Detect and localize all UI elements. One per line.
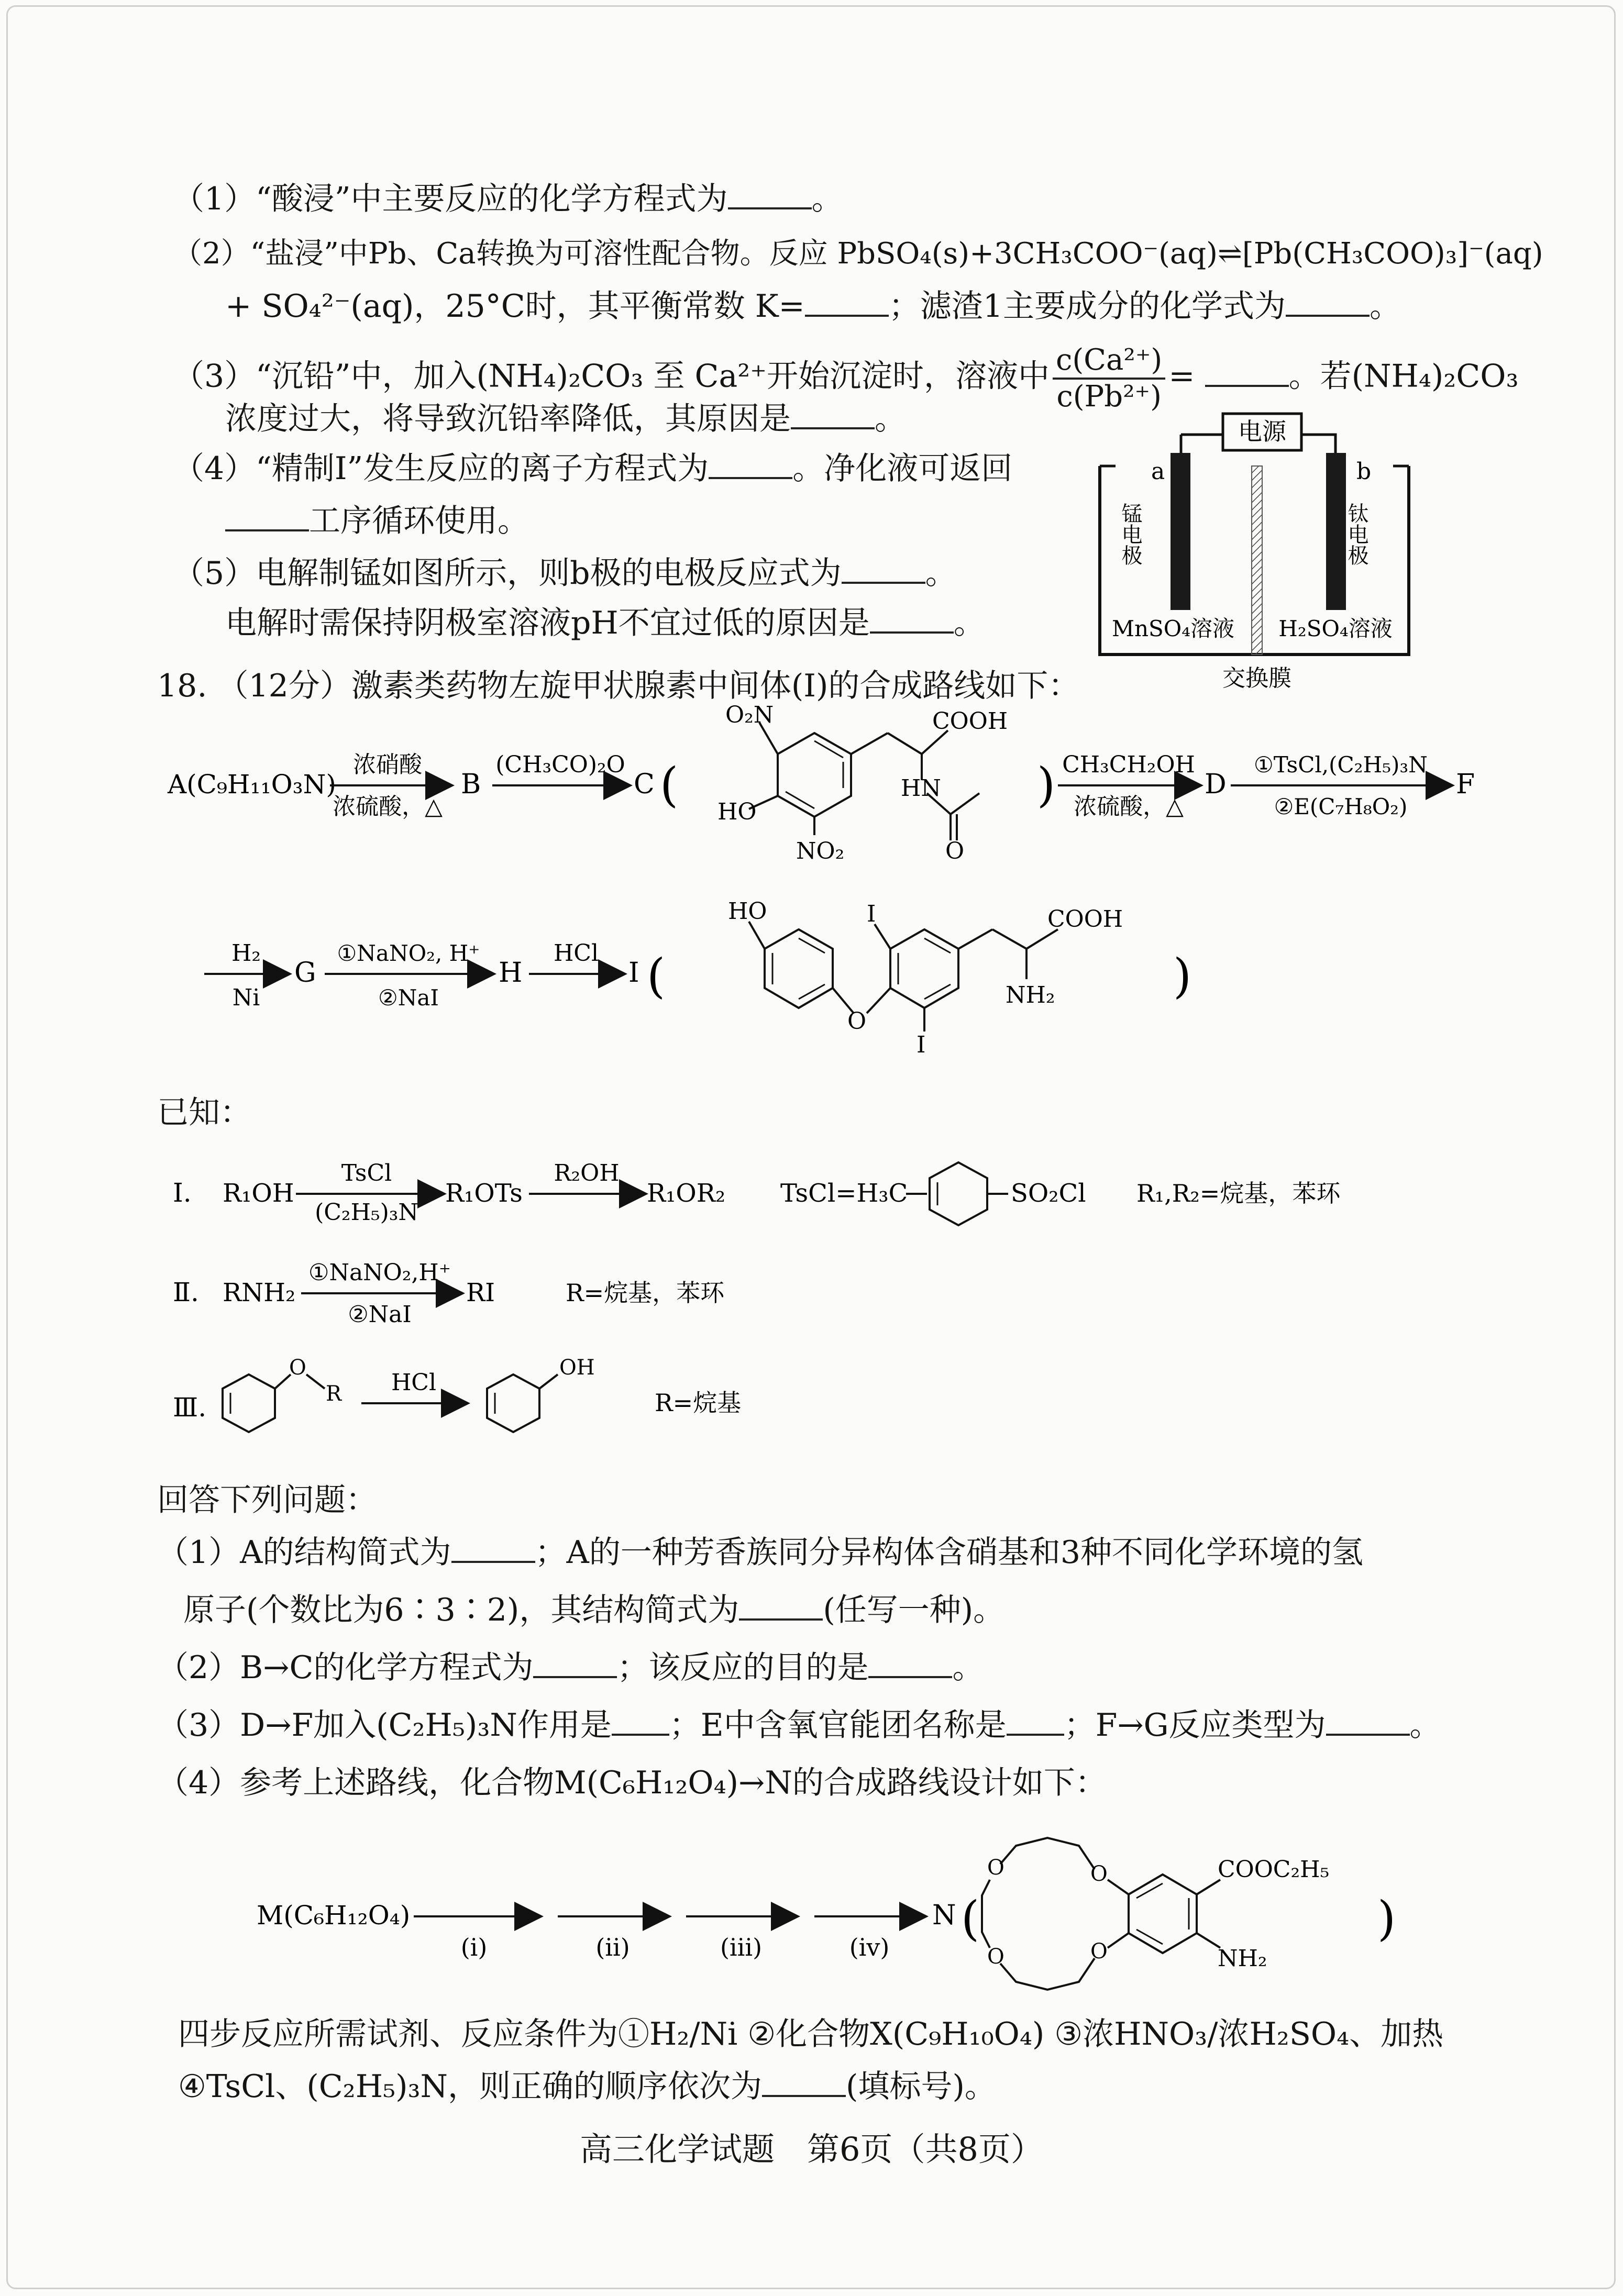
- q17-part4-line2: 工序循环使用。: [225, 500, 529, 542]
- answer-blank[interactable]: [1205, 358, 1289, 387]
- k1-reagent-bottom: (C₂H₅)₃N: [315, 1199, 418, 1226]
- answer-blank[interactable]: [451, 1534, 535, 1563]
- compound-B: B: [461, 769, 481, 800]
- left-electrode-label: 锰电极: [1118, 503, 1142, 565]
- step-iv-label: (iv): [849, 1933, 890, 1961]
- C-to-D-reagent-top: CH₃CH₂OH: [1062, 751, 1195, 778]
- q18-part4: （4）参考上述路线，化合物M(C₆H₁₂O₄)→N的合成路线设计如下：: [157, 1765, 1107, 1801]
- label-iodine-top: I: [867, 901, 876, 927]
- answer-blank[interactable]: [739, 1591, 823, 1621]
- bracket-close-N: ): [1377, 1891, 1396, 1946]
- A-to-B-reagent-bottom: 浓硫酸，△: [333, 793, 443, 820]
- k3-label: Ⅲ.: [173, 1392, 207, 1423]
- k1-reagent-top2: R₂OH: [554, 1160, 620, 1186]
- structure-I: [749, 922, 1058, 1031]
- k2-reagent-top: ①NaNO₂,H⁺: [308, 1259, 451, 1286]
- q17-part1: （1）“酸浸”中主要反应的化学方程式为 。: [173, 181, 843, 217]
- k1-so2cl: SO₂Cl: [1011, 1179, 1086, 1208]
- step-ii-label: (ii): [595, 1933, 630, 1961]
- q17-part4-line1: （4）“精制Ⅰ”发生反应的离子方程式为 。净化液可返回: [173, 450, 1013, 487]
- electrode-a-label: a: [1151, 458, 1165, 485]
- q17-part2-line1: （2）“盐浸”中Pb、Ca转换为可溶性配合物。反应 PbSO₄(s)+3CH₃COO⁻(aq)⇌[Pb(CH₃COO)₃]⁻(aq): [173, 237, 1543, 271]
- answer-blank[interactable]: [805, 287, 889, 317]
- ring-O-4: O: [987, 1945, 1004, 1969]
- step-i-label: (i): [460, 1933, 488, 1961]
- k3-bond-R: [306, 1374, 325, 1389]
- known-reaction-1: [157, 1147, 1466, 1251]
- A-to-B-reagent-top: 浓硝酸: [353, 751, 422, 778]
- k3-reagent: HCl: [391, 1369, 437, 1396]
- answer-blank[interactable]: [868, 1649, 952, 1678]
- q18-part1-line2: 原子(个数比为6∶3∶2)，其结构简式为 (任写一种)。: [183, 1592, 1005, 1628]
- k3-O: O: [289, 1356, 306, 1380]
- k3-note: R=烷基: [655, 1389, 742, 1417]
- left-solution-label: MnSO₄溶液: [1111, 616, 1235, 641]
- manganese-electrode: [1171, 453, 1190, 610]
- k1-label: Ⅰ.: [173, 1178, 192, 1208]
- N-ester-label: COOC₂H₅: [1218, 1856, 1330, 1883]
- answer-blank[interactable]: [1326, 1706, 1410, 1736]
- answer-blank[interactable]: [870, 604, 954, 634]
- answer-blank[interactable]: [842, 554, 925, 584]
- k1-start: R₁OH: [223, 1179, 294, 1208]
- compound-H: H: [499, 957, 523, 989]
- F-to-G-reagent-top: H₂: [231, 940, 261, 967]
- label-iodine-bottom: I: [917, 1031, 926, 1058]
- label-HO-2: HO: [728, 901, 767, 925]
- D-to-F-reagent-bottom: ②E(C₇H₈O₂): [1274, 794, 1408, 819]
- ring-O-1: O: [1090, 1862, 1108, 1886]
- compound-N: N: [932, 1900, 956, 1931]
- answer-blank[interactable]: [533, 1649, 617, 1678]
- step-iii-label: (iii): [720, 1933, 763, 1961]
- answer-blank[interactable]: [1007, 1706, 1064, 1736]
- B-to-C-reagent: (CH₃CO)₂O: [495, 751, 625, 778]
- answer-blank[interactable]: [791, 400, 875, 429]
- titanium-electrode: [1326, 453, 1346, 610]
- answer-blank[interactable]: [1286, 287, 1370, 317]
- k3-bond-OH: [539, 1374, 558, 1389]
- compound-G: G: [294, 957, 316, 989]
- known-reaction-3: [157, 1346, 1205, 1450]
- q17-part2-line2: + SO₄²⁻(aq)，25°C时，其平衡常数 K= ；滤渣1主要成分的化学式为 。: [225, 288, 1401, 325]
- right-electrode-label: 钛电极: [1344, 503, 1368, 565]
- G-to-H-reagent-top: ①NaNO₂, H⁺: [337, 940, 480, 966]
- k2-note: R=烷基，苯环: [566, 1279, 725, 1307]
- electrolysis-cell-diagram: [1089, 398, 1430, 702]
- structure-N: [982, 1838, 1220, 1990]
- bracket-open-N: (: [961, 1891, 980, 1946]
- k3-R: R: [326, 1382, 342, 1406]
- bracket-close-2: ): [1173, 949, 1192, 1004]
- q18-title: 18. （12分）激素类药物左旋甲状腺素中间体(I)的合成路线如下：: [157, 668, 1080, 704]
- C-to-D-reagent-bottom: 浓硫酸，△: [1074, 793, 1184, 820]
- k3-OH: OH: [559, 1356, 595, 1380]
- structure-C: [749, 723, 979, 840]
- N-amine-label: NH₂: [1218, 1945, 1267, 1972]
- G-to-H-reagent-bottom: ②NaI: [378, 985, 439, 1011]
- k1-reagent-top: TsCl: [341, 1160, 392, 1186]
- compound-A: A(C₉H₁₁O₃N): [168, 769, 336, 800]
- q17-part3-line2: 浓度过大，将导致沉铅率降低，其原因是 。: [225, 401, 906, 437]
- compound-D: D: [1205, 769, 1227, 800]
- answer-blank[interactable]: [709, 450, 792, 479]
- electrode-b-label: b: [1356, 458, 1372, 485]
- F-to-G-reagent-bottom: Ni: [232, 984, 260, 1011]
- k1-note: R₁,R₂=烷基，苯环: [1136, 1179, 1341, 1207]
- compound-M: M(C₆H₁₂O₄): [257, 1900, 411, 1931]
- k1-tscl: TsCl=H₃C: [780, 1179, 908, 1208]
- D-to-F-reagent-top: ①TsCl,(C₂H₅)₃N: [1254, 752, 1428, 778]
- k2-start: RNH₂: [223, 1278, 296, 1307]
- q18-part1-line1: （1）A的结构简式为 ；A的一种芳香族同分异构体含硝基和3种不同化学环境的氢: [157, 1534, 1364, 1571]
- k2-product: RI: [466, 1278, 495, 1307]
- ring-O-3: O: [987, 1856, 1004, 1880]
- known-reaction-2: [157, 1246, 1205, 1351]
- compound-F: F: [1456, 769, 1475, 800]
- ring-O-2: O: [1090, 1939, 1108, 1964]
- label-O2N: O₂N: [725, 702, 774, 728]
- label-COOH: COOH: [932, 708, 1008, 735]
- compound-I: I: [628, 957, 639, 989]
- label-NO2: NO₂: [796, 838, 845, 864]
- q17-part5-line1: （5）电解制锰如图所示，则b极的电极反应式为 。: [173, 555, 957, 592]
- label-carbonyl-O: O: [945, 838, 965, 864]
- label-ether-O: O: [847, 1008, 867, 1035]
- q17-part5-line2: 电解时需保持阴极室溶液pH不宜过低的原因是 。: [225, 605, 985, 641]
- answer-blank[interactable]: [225, 502, 309, 531]
- synthesis-route-row1: [157, 702, 1519, 911]
- answer-blank[interactable]: [762, 2068, 846, 2097]
- answer-blank[interactable]: [728, 180, 812, 209]
- H-to-I-reagent: HCl: [553, 940, 599, 967]
- k3-bond-O: [275, 1374, 291, 1389]
- k2-label: Ⅱ.: [173, 1277, 199, 1307]
- label-COOH-2: COOH: [1047, 906, 1123, 933]
- power-label: 电源: [1238, 417, 1286, 446]
- known-heading: 已知：: [157, 1094, 251, 1131]
- synthesis-route-row2: [157, 901, 1414, 1089]
- bracket-close: ): [1037, 758, 1056, 813]
- right-solution-label: H₂SO₄溶液: [1278, 616, 1393, 641]
- bracket-open: (: [660, 758, 679, 813]
- exchange-membrane: [1252, 466, 1262, 655]
- label-NH2: NH₂: [1006, 982, 1055, 1008]
- q18-part4-conditions: 四步反应所需试剂、反应条件为①H₂/Ni ②化合物X(C₉H₁₀O₄) ③浓HNO₃/浓H₂SO₄、加热: [178, 2016, 1444, 2053]
- q18-part4-order: ④TsCl、(C₂H₅)₃N，则正确的顺序依次为 (填标号)。: [178, 2068, 996, 2105]
- answer-heading: 回答下列问题：: [157, 1482, 377, 1518]
- q17-part3-line1: （3）“沉铅”中，加入(NH₄)₂CO₃ 至 Ca²⁺开始沉淀时，溶液中 $\frac{\text{c(Ca²⁺)}}{\text{c(Pb²⁺)}}$ = 。若(NH₄)₂CO₃: [173, 343, 1519, 414]
- label-HN: HN: [901, 775, 941, 802]
- page-footer: 高三化学试题 第6页（共8页）: [580, 2130, 1043, 2168]
- q18-part3: （3）D→F加入(C₂H₅)₃N作用是 ；E中含氧官能团名称是 ；F→G反应类型为 。: [157, 1707, 1441, 1744]
- compound-C: C: [634, 769, 655, 800]
- k1-intermediate: R₁OTs: [445, 1179, 523, 1208]
- wire-right: [1301, 435, 1335, 453]
- k1-product: R₁OR₂: [647, 1179, 726, 1208]
- q18-part2: （2）B→C的化学方程式为 ；该反应的目的是 。: [157, 1649, 984, 1686]
- concentration-ratio: $\frac{\text{c(Ca²⁺)}}{\text{c(Pb²⁺)}}$: [1053, 343, 1165, 414]
- bracket-open-2: (: [647, 949, 666, 1004]
- route-M-to-N: [157, 1817, 1519, 2016]
- membrane-label: 交换膜: [1222, 665, 1291, 692]
- k2-reagent-bottom: ②NaI: [348, 1301, 412, 1328]
- label-HO: HO: [717, 798, 757, 825]
- answer-blank[interactable]: [612, 1706, 669, 1736]
